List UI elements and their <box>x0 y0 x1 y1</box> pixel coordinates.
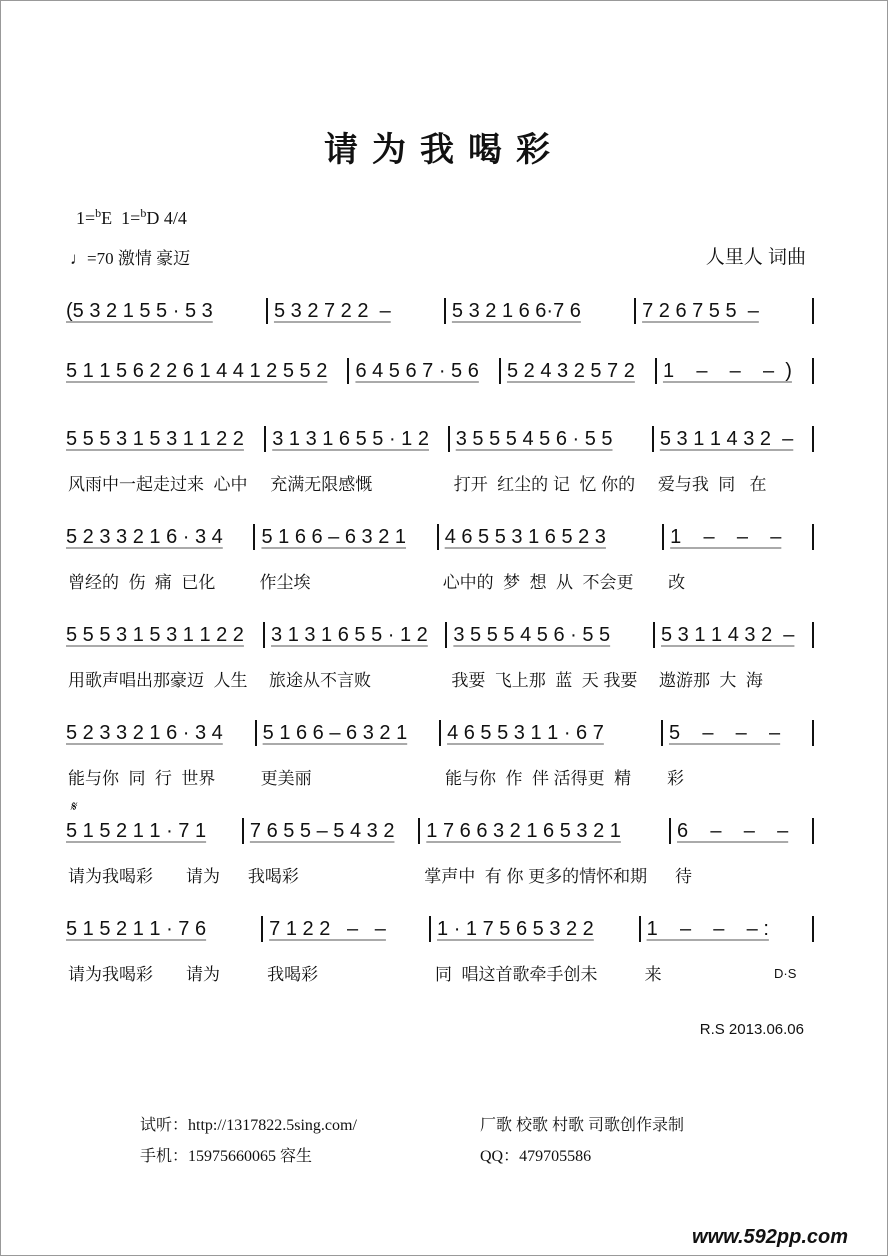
score-line <box>66 720 814 790</box>
measure-bar <box>66 720 257 746</box>
measure-notes: 4 6 5 5 3 1 1 · 6 7 <box>447 722 604 744</box>
measure <box>657 358 814 384</box>
measure-bar <box>446 298 636 324</box>
measure-notes: 5 3 1 1 4 3 2 – <box>659 428 794 450</box>
score-line <box>66 358 814 384</box>
song-title: 请为我喝彩 <box>324 130 564 170</box>
measure-bar <box>66 818 244 844</box>
lyric-segment: 待 <box>675 867 693 886</box>
measure-notes: 7 2 6 7 5 5 – <box>642 300 759 322</box>
measure-notes: 1 7 6 6 3 2 1 6 5 3 2 1 <box>426 820 621 842</box>
measure <box>431 916 641 986</box>
author-credit: 人里人 词曲 <box>705 247 806 268</box>
measure <box>66 524 255 594</box>
measure-notes: 5 2 4 3 2 5 7 2 <box>506 360 635 382</box>
lyric-segment: 曾经的 伤 痛 已化 <box>68 573 216 592</box>
measure-bar <box>655 622 814 648</box>
measure <box>664 524 814 594</box>
measure-bar <box>263 916 431 942</box>
measure-bar <box>654 426 814 452</box>
measure-bar <box>66 426 266 452</box>
measure <box>663 720 814 790</box>
measure-notes: 7 6 5 5 – 5 4 3 2 <box>249 820 395 842</box>
lyric-segment: 旅途从不言败 <box>269 671 372 690</box>
measure <box>266 426 450 496</box>
lyric-segment: 用歌声唱出那豪迈 人生 <box>68 671 248 690</box>
measure <box>654 426 814 496</box>
measure-notes: 6 4 5 6 7 · 5 6 <box>355 360 479 382</box>
measure-bar <box>66 358 349 384</box>
lyric-segment: 遨游那 大 海 <box>658 671 763 690</box>
measure <box>450 426 654 496</box>
lyric-segment: 我喝彩 <box>247 867 299 886</box>
measure-notes: 6 – – – <box>677 820 789 842</box>
measure-notes: 4 6 5 5 3 1 6 5 2 3 <box>444 526 606 548</box>
lyric-segment: 作尘埃 <box>259 573 311 592</box>
measure-bar <box>671 818 814 844</box>
measure-bar <box>636 298 814 324</box>
measure-bar <box>501 358 657 384</box>
measure-notes: 5 3 2 1 6 6·7 6 <box>451 300 581 322</box>
measure-notes: 5 3 1 1 4 3 2 – <box>660 624 795 646</box>
measure <box>441 720 663 790</box>
measure-notes: 1 – – – ) <box>662 360 792 382</box>
measure <box>66 622 265 692</box>
measure-notes: 1 – – – : <box>646 918 769 940</box>
watermark: www.592pp.com <box>692 1226 848 1248</box>
measure-bar <box>641 916 814 942</box>
measure-notes: 5 1 6 6 – 6 3 2 1 <box>261 526 407 548</box>
measure-bar <box>439 524 664 550</box>
lyric-segment: 能与你 作 伴 活得更 精 <box>445 769 632 788</box>
listen-link: 试听：http://1317822.5sing.com/ <box>140 1117 357 1134</box>
measure-notes: 5 – – – <box>668 722 781 744</box>
measure-bar <box>66 622 265 648</box>
lyric-segment: 更美丽 <box>260 769 312 788</box>
lyric-segment: 心中的 梦 想 从 不会更 <box>442 573 634 592</box>
lyric-segment: 打开 红尘的 记 忆 你的 <box>453 475 636 494</box>
lyric-segment: 改 <box>668 573 686 592</box>
measure-bar <box>66 298 268 324</box>
score-line <box>66 622 814 692</box>
measure-notes: 3 1 3 1 6 5 5 · 1 2 <box>271 624 428 646</box>
measure <box>263 916 431 986</box>
segno-icon: 𝄋 <box>70 798 77 814</box>
lyric-segment: 能与你 同 行 世界 <box>68 769 216 788</box>
measure-notes: 3 5 5 5 4 5 6 · 5 5 <box>455 428 613 450</box>
dal-segno-marking: D·S <box>774 966 797 981</box>
measure <box>447 622 655 692</box>
measure <box>655 622 814 692</box>
score-line <box>66 524 814 594</box>
service-info: 厂歌 校歌 村歌 司歌创作录制 <box>480 1117 685 1134</box>
lyric-segment: 请为我喝彩 请为 <box>68 965 221 984</box>
measure-notes: 3 5 5 5 4 5 6 · 5 5 <box>453 624 611 646</box>
measure-notes: 5 1 5 2 1 1 · 7 1 <box>66 820 207 842</box>
measure-bar <box>268 298 446 324</box>
measure <box>268 298 446 324</box>
measure <box>439 524 664 594</box>
lyric-segment: 爱与我 同 在 <box>657 475 767 494</box>
measure-notes: 5 1 5 2 1 1 · 7 6 <box>66 918 207 940</box>
date-stamp: R.S 2013.06.06 <box>699 1021 804 1038</box>
measure <box>265 622 447 692</box>
measure-bar <box>657 358 814 384</box>
measure-notes: 7 1 2 2 – – <box>269 918 386 940</box>
lyric-segment: 请为我喝彩 请为 <box>68 867 221 886</box>
measure-notes: 5 2 3 3 2 1 6 · 3 4 <box>66 722 223 744</box>
measure-bar <box>447 622 655 648</box>
measure-bar <box>664 524 814 550</box>
score-line <box>66 916 814 986</box>
lyric-segment: 掌声中 有 你 更多的情怀和期 <box>424 867 648 886</box>
measure-bar <box>244 818 420 844</box>
measure <box>671 818 814 888</box>
measure <box>257 720 441 790</box>
key-signature: 1=$^b$E 1=$^b$D 4/4 <box>76 206 187 228</box>
phone-info: 手机：15975660065 容生 <box>140 1148 313 1165</box>
measure <box>66 426 266 496</box>
measure-notes: 5 5 5 3 1 5 3 1 1 2 2 <box>66 428 244 450</box>
measure <box>66 916 263 986</box>
lyric-segment: 风雨中一起走过来 心中 <box>68 475 248 494</box>
measure-notes: 5 3 2 7 2 2 – <box>273 300 391 322</box>
measure-bar <box>349 358 501 384</box>
measure-notes: 1 · 1 7 5 6 5 3 2 2 <box>437 918 594 940</box>
lyric-segment: 我喝彩 <box>267 965 319 984</box>
measure-bar <box>66 524 255 550</box>
measure-bar <box>431 916 641 942</box>
measure-bar <box>663 720 814 746</box>
lyric-segment: 充满无限感慨 <box>270 475 373 494</box>
measure <box>349 358 501 384</box>
measure <box>66 818 244 888</box>
measure-bar <box>257 720 441 746</box>
score-line <box>66 426 814 496</box>
measure-notes: (5 3 2 1 5 5 · 5 3 <box>66 300 213 322</box>
score-line <box>66 818 814 888</box>
measure-notes: 5 1 1 5 6 2 2 6 1 4 4 1 2 5 5 2 <box>66 360 328 382</box>
measure-notes: 5 5 5 3 1 5 3 1 1 2 2 <box>66 624 244 646</box>
qq-info: QQ：479705586 <box>480 1148 592 1165</box>
measure-bar <box>266 426 450 452</box>
measure <box>446 298 636 324</box>
measure <box>66 720 257 790</box>
lyric-segment: 我要 飞上那 蓝 天 我要 <box>451 671 638 690</box>
lyric-segment: 同 唱这首歌牵手创未 <box>435 965 598 984</box>
measure-notes: 1 – – – <box>670 526 782 548</box>
measure <box>255 524 438 594</box>
measure <box>244 818 420 888</box>
measure <box>636 298 814 324</box>
measure-bar <box>255 524 438 550</box>
tempo-marking: ♩=70 激情 豪迈 <box>70 249 191 268</box>
measure-bar <box>441 720 663 746</box>
measure-bar <box>66 916 263 942</box>
measure <box>420 818 671 888</box>
measure-bar <box>265 622 447 648</box>
lyric-segment: 彩 <box>666 769 684 788</box>
score-line <box>66 298 814 324</box>
measure-bar <box>450 426 654 452</box>
measure-notes: 5 1 6 6 – 6 3 2 1 <box>262 722 408 744</box>
measure-notes: 3 1 3 1 6 5 5 · 1 2 <box>272 428 429 450</box>
lyric-segment: 来 <box>644 965 662 984</box>
measure-notes: 5 2 3 3 2 1 6 · 3 4 <box>66 526 223 548</box>
measure <box>66 298 268 324</box>
measure <box>66 358 349 384</box>
measure-bar <box>420 818 671 844</box>
measure <box>501 358 657 384</box>
